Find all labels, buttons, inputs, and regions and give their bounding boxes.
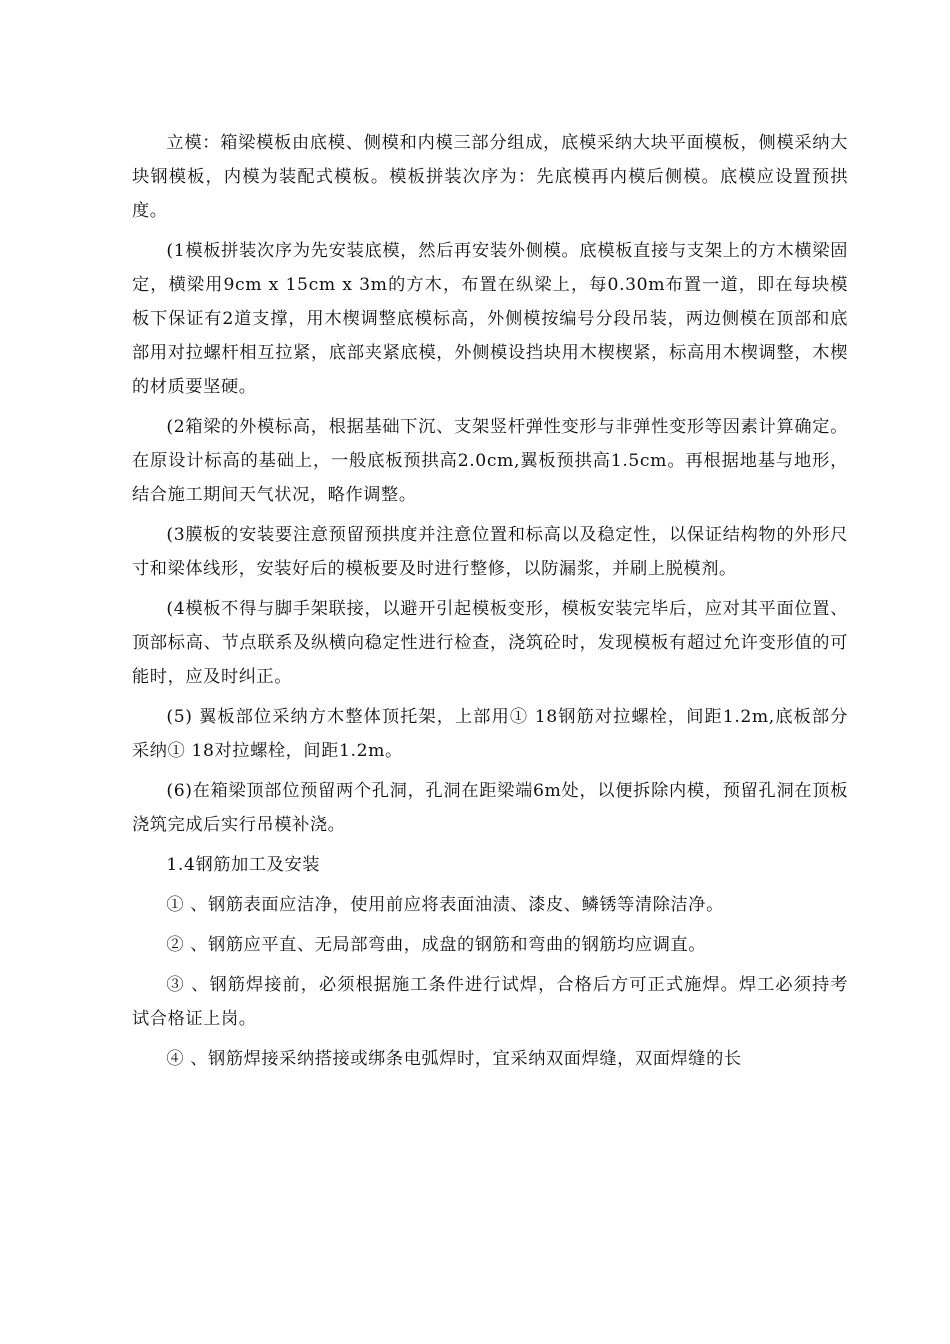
paragraph-rebar-3: ③ 、钢筋焊接前，必须根据施工条件进行试焊，合格后方可正式施焊。焊工必须持考试合格证上岗。	[132, 975, 848, 1029]
paragraph-item-6: (6)在箱梁顶部位预留两个孔洞，孔洞在距梁端6m处，以便拆除内模，预留孔洞在顶板浇筑完成后实行吊模补浇。	[132, 781, 848, 835]
paragraph-formwork-intro: 立模：箱梁模板由底模、侧模和内模三部分组成，底模采纳大块平面模板，侧模采纳大块钢模板，内模为装配式模板。模板拼装次序为：先底模再内模后侧模。底模应设置预拱度。	[132, 133, 848, 221]
paragraph-item-1: (1模板拼装次序为先安装底模，然后再安装外侧模。底模板直接与支架上的方木横梁固定，横梁用9cm x 15cm x 3m的方木，布置在纵梁上，每0.30m布置一道，即在每块模板下保证有2道支撑，用木楔调整底模标高，外侧模按编号分段吊装，两边侧模在顶部和底部用对拉螺杆相互拉紧，底部夹紧底模，外侧模设挡块用木楔楔紧，标高用木楔调整，木楔的材质要坚硬。	[132, 241, 848, 397]
paragraph-item-2: (2箱梁的外模标高，根据基础下沉、支架竖杆弹性变形与非弹性变形等因素计算确定。在原设计标高的基础上，一般底板预拱高2.0cm,翼板预拱高1.5cm。再根据地基与地形，结合施工期间天气状况，略作调整。	[132, 417, 848, 505]
document-page	[132, 126, 848, 1082]
paragraph-item-3: (3膜板的安装要注意预留预拱度并注意位置和标高以及稳定性，以保证结构物的外形尺寸和梁体线形，安装好后的模板要及时进行整修，以防漏浆，并刷上脱模剂。	[132, 525, 848, 579]
section-heading-rebar: 1.4钢筋加工及安装	[166, 855, 321, 875]
paragraph-item-5: (5) 翼板部位采纳方木整体顶托架，上部用① 18钢筋对拉螺栓，间距1.2m,底板部分采纳① 18对拉螺栓，间距1.2m。	[132, 707, 848, 761]
paragraph-rebar-2: ② 、钢筋应平直、无局部弯曲，成盘的钢筋和弯曲的钢筋均应调直。	[166, 935, 707, 955]
paragraph-item-4: (4模板不得与脚手架联接，以避开引起模板变形，模板安装完毕后，应对其平面位置、顶部标高、节点联系及纵横向稳定性进行检查，浇筑砼时，发现模板有超过允许变形值的可能时，应及时纠正。	[132, 599, 848, 687]
paragraph-rebar-4: ④ 、钢筋焊接采纳搭接或绑条电弧焊时，宜采纳双面焊缝，双面焊缝的长	[166, 1049, 742, 1069]
paragraph-rebar-1: ① 、钢筋表面应洁净，使用前应将表面油渍、漆皮、鳞锈等清除洁净。	[166, 895, 724, 915]
